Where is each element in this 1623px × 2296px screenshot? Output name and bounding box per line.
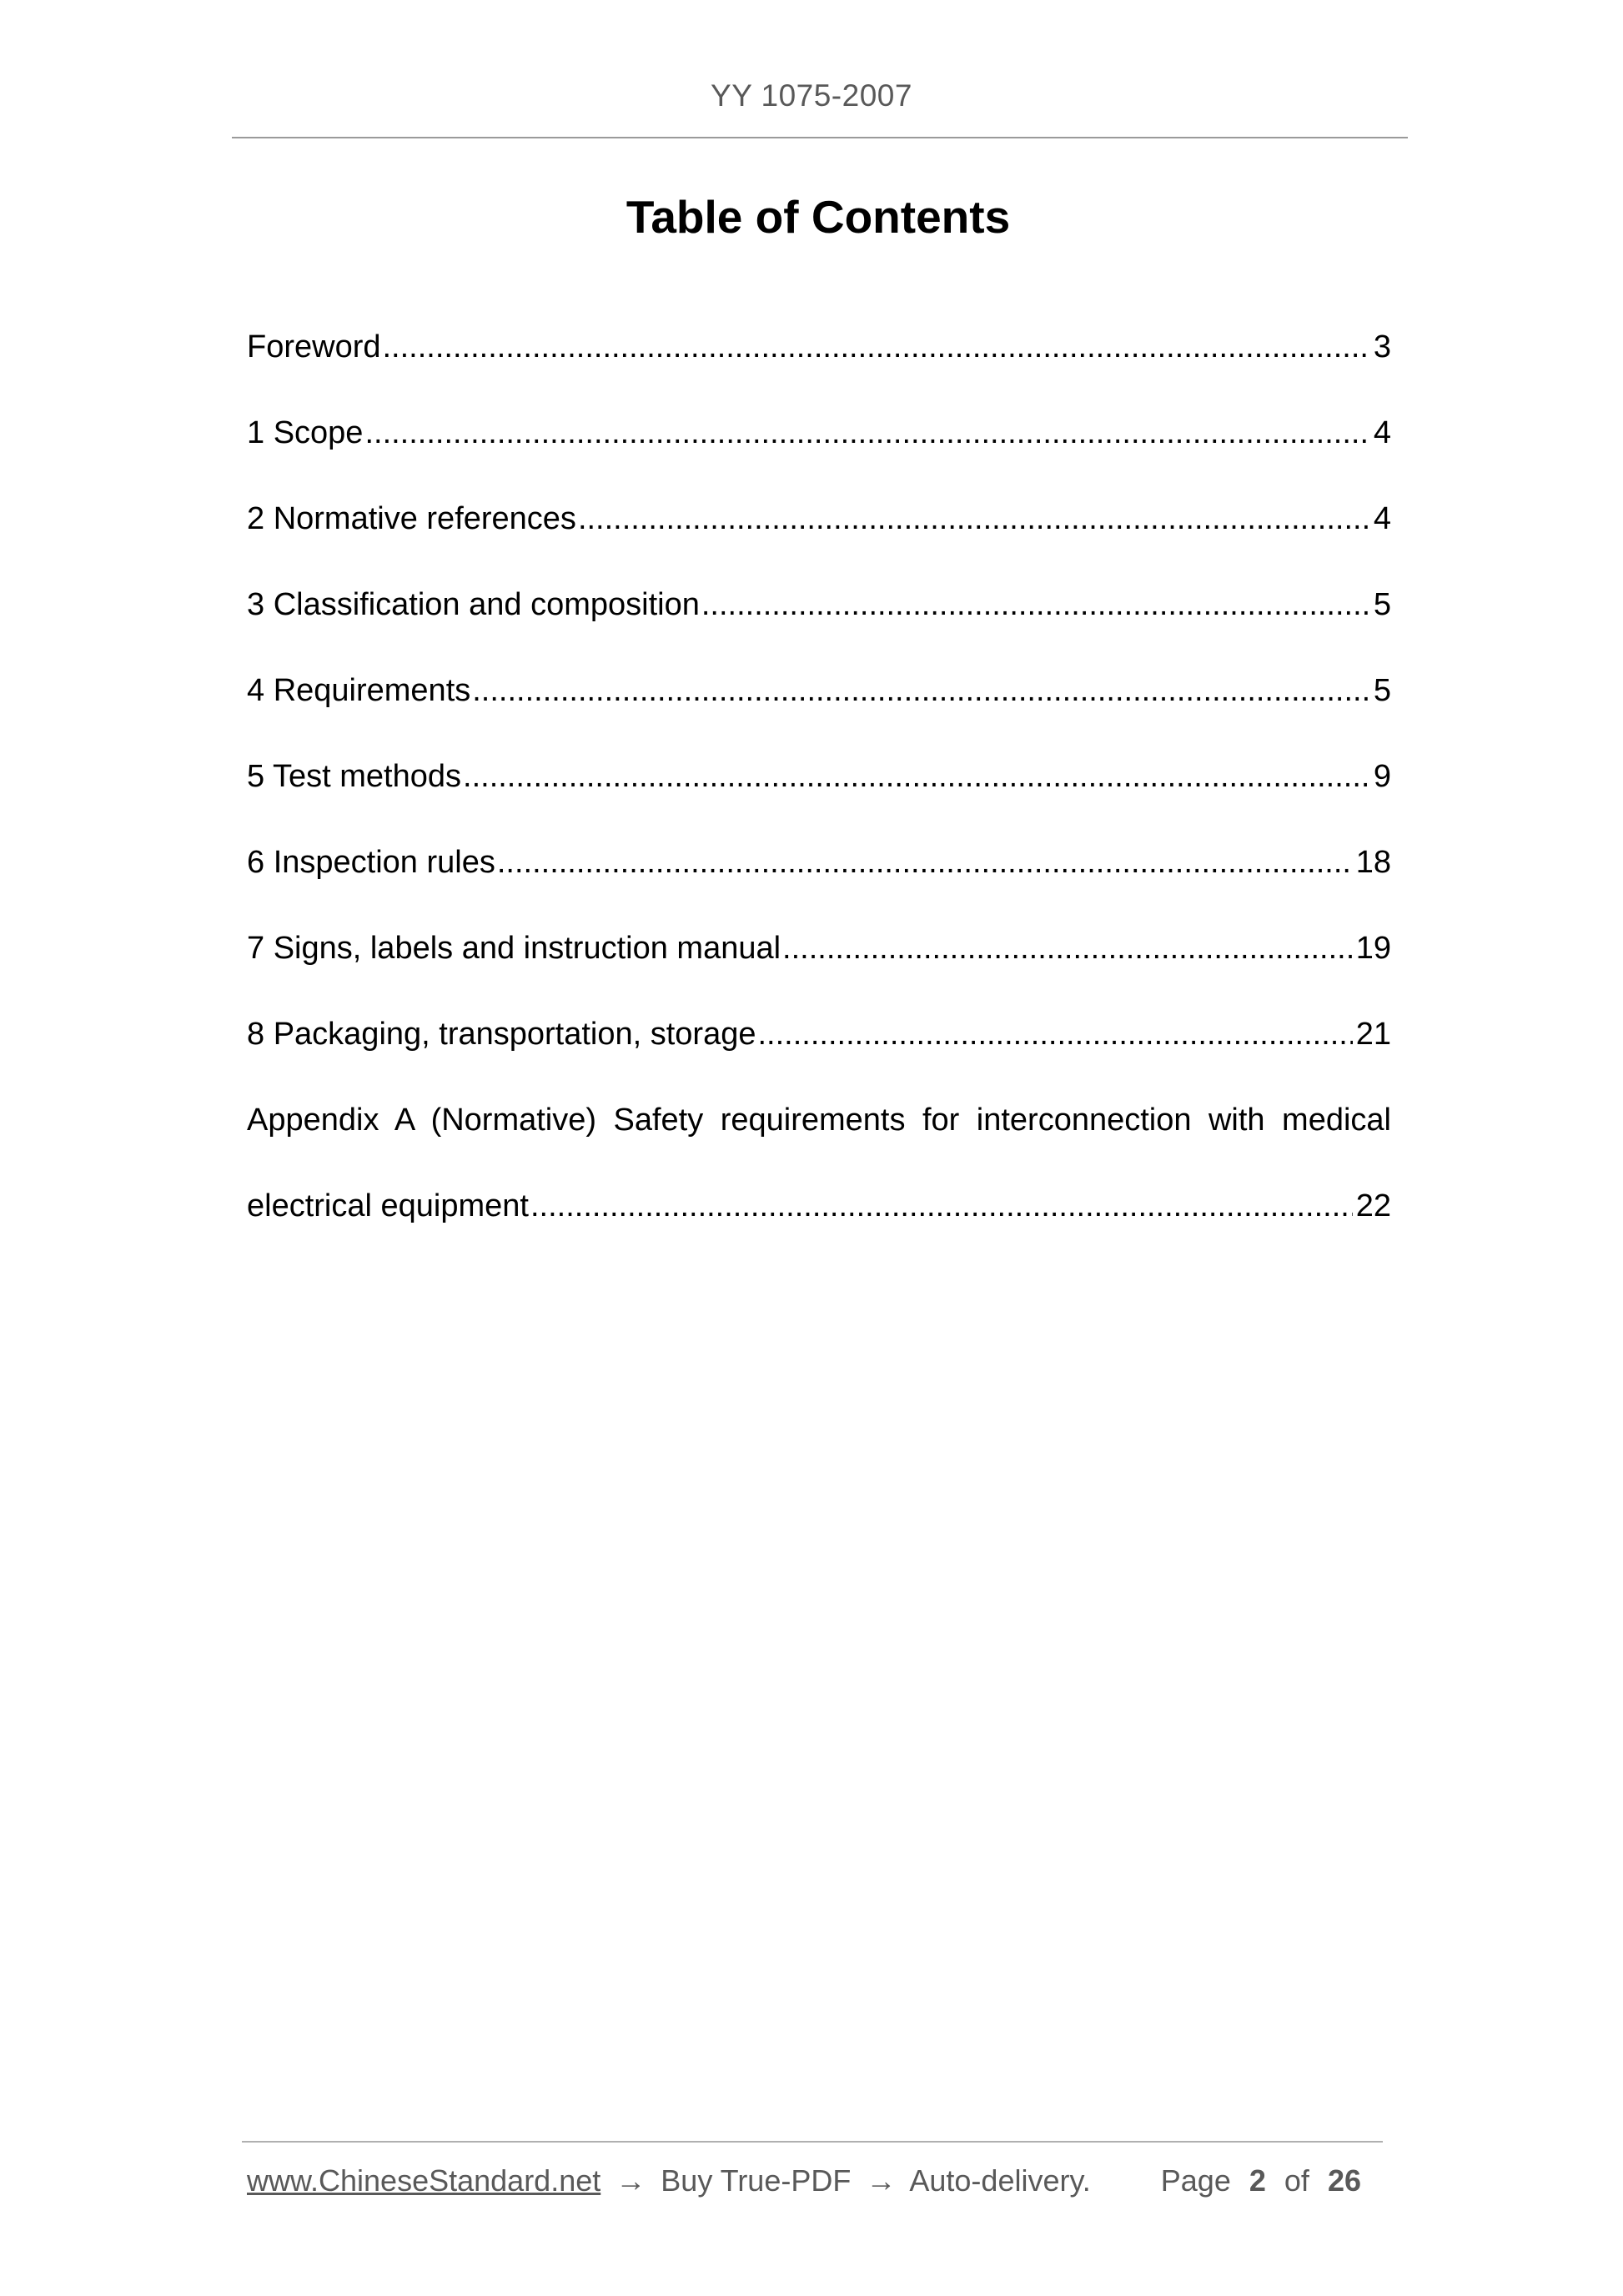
toc-leader-dots: [463, 751, 1370, 801]
of-word: of: [1284, 2163, 1309, 2198]
toc-leader-dots: [701, 580, 1370, 630]
toc-entry-label: Appendix A (Normative) Safety requirements for interconnection with medical: [247, 1103, 1391, 1138]
toc-entry-scope[interactable]: [247, 408, 1391, 494]
toc-entry-test-methods[interactable]: [247, 751, 1391, 837]
page-title: Table of Contents: [626, 191, 1011, 243]
toc-entry-label: 3 Classification and composition: [247, 587, 700, 622]
toc-entry-label: 4 Requirements: [247, 673, 471, 708]
toc-leader-dots: [530, 1181, 1353, 1231]
toc-leader-dots: [497, 837, 1353, 887]
website-link[interactable]: www.ChineseStandard.net: [247, 2163, 601, 2198]
toc-leader-dots: [383, 322, 1370, 372]
toc-entry-page: 5: [1373, 587, 1391, 622]
toc-entry-normative-references[interactable]: [247, 494, 1391, 580]
arrow-right-icon: →: [866, 2163, 897, 2198]
toc-entry-classification[interactable]: [247, 580, 1391, 666]
toc-entry-label: 8 Packaging, transportation, storage: [247, 1017, 756, 1052]
total-pages-number: 26: [1327, 2163, 1361, 2198]
toc-entry-appendix-a-line1[interactable]: [247, 1095, 1391, 1181]
page-counter: [1161, 2160, 1371, 2202]
toc-entry-label: 6 Inspection rules: [247, 845, 495, 880]
page-word: Page: [1160, 2163, 1231, 2198]
toc-entry-page: 22: [1355, 1188, 1391, 1223]
toc-entry-appendix-a-line2[interactable]: [247, 1181, 1391, 1267]
toc-entry-label: 2 Normative references: [247, 501, 576, 536]
table-of-contents: [247, 322, 1391, 1267]
toc-entry-signs-labels[interactable]: [247, 923, 1391, 1009]
header-divider: [232, 137, 1408, 138]
auto-delivery-text: Auto-delivery.: [909, 2163, 1091, 2198]
toc-leader-dots: [758, 1009, 1353, 1059]
toc-entry-page: 21: [1355, 1017, 1391, 1052]
toc-entry-label: 7 Signs, labels and instruction manual: [247, 931, 781, 966]
toc-leader-dots: [364, 408, 1369, 458]
toc-entry-page: 3: [1373, 329, 1391, 364]
document-header: YY 1075-2007: [711, 78, 912, 113]
toc-entry-label: electrical equipment: [247, 1188, 529, 1223]
toc-leader-dots: [782, 923, 1353, 973]
toc-entry-page: 4: [1373, 501, 1391, 536]
toc-entry-packaging[interactable]: [247, 1009, 1391, 1095]
toc-entry-page: 19: [1355, 931, 1391, 966]
toc-entry-page: 18: [1355, 845, 1391, 880]
toc-entry-inspection-rules[interactable]: [247, 837, 1391, 923]
arrow-right-icon: →: [616, 2163, 646, 2198]
toc-entry-label: 1 Scope: [247, 415, 364, 450]
footer-promo: [247, 2160, 1091, 2202]
buy-true-pdf-text: Buy True-PDF: [661, 2163, 852, 2198]
toc-entry-requirements[interactable]: [247, 666, 1391, 751]
toc-entry-foreword[interactable]: [247, 322, 1391, 408]
toc-leader-dots: [578, 494, 1370, 544]
toc-entry-page: 5: [1373, 673, 1391, 708]
toc-entry-label: Foreword: [247, 329, 381, 364]
toc-entry-label: 5 Test methods: [247, 759, 462, 794]
current-page-number: 2: [1249, 2163, 1266, 2198]
toc-entry-page: 4: [1373, 415, 1391, 450]
footer-divider: [242, 2141, 1383, 2143]
toc-leader-dots: [472, 666, 1370, 716]
toc-entry-page: 9: [1373, 759, 1391, 794]
page-footer: [247, 2160, 1381, 2202]
